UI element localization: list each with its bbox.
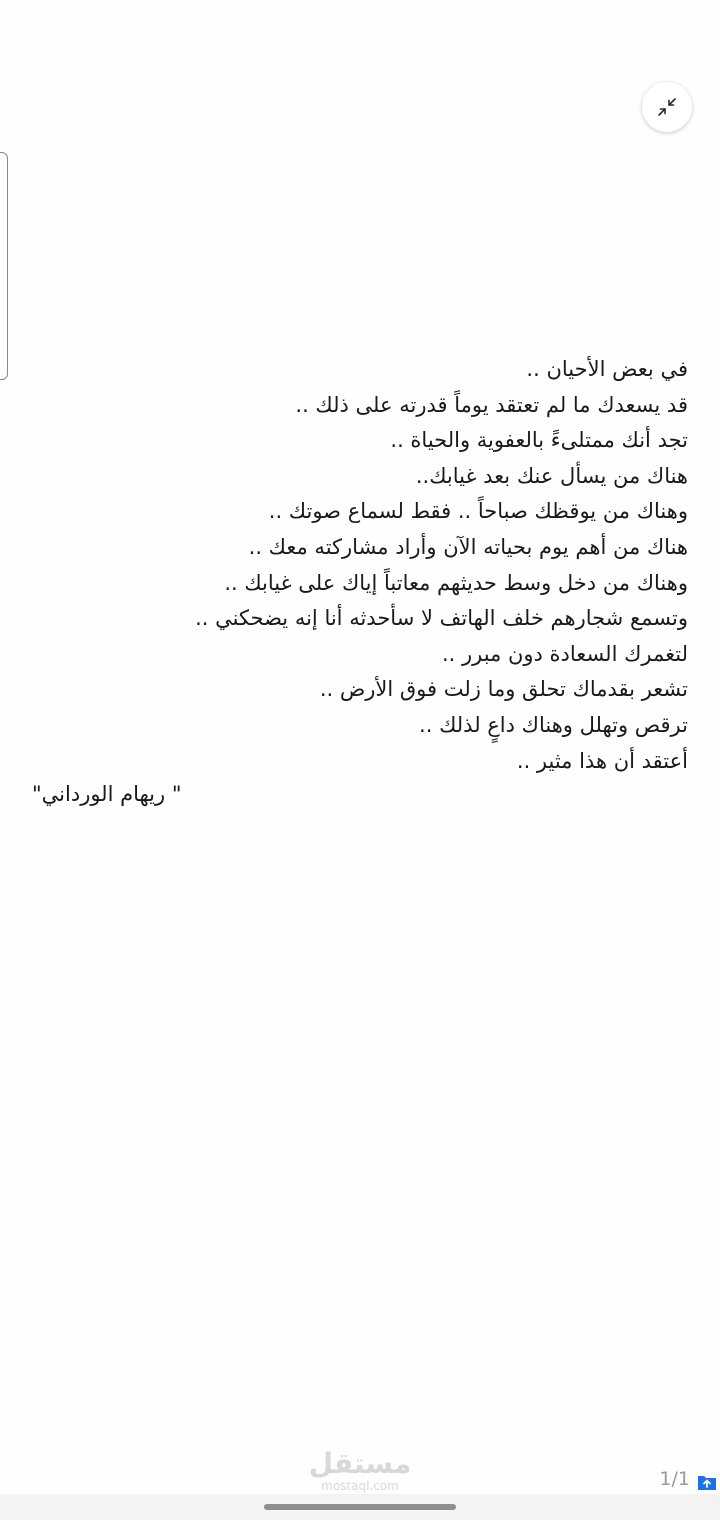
poem-line: هناك من يسأل عنك بعد غيابك..	[415, 463, 688, 488]
poem-line: وهناك من دخل وسط حديثهم معاتباً إياك على غيابك ..	[224, 570, 688, 595]
poem-text	[28, 352, 688, 779]
upload-icon[interactable]	[696, 1470, 718, 1492]
watermark-arabic: مستقل	[308, 1447, 412, 1480]
home-indicator[interactable]	[264, 1504, 456, 1510]
watermark-logo	[300, 1448, 420, 1492]
poem-line: قد يسعدك ما لم تعتقد يوماً قدرته على ذلك ..	[295, 392, 688, 417]
page-indicator: 1/1	[659, 1468, 690, 1490]
collapse-button[interactable]	[642, 82, 692, 132]
poem-line: وهناك من يوقظك صباحاً .. فقط لسماع صوتك ..	[268, 499, 688, 524]
collapse-arrows-icon	[656, 96, 678, 118]
poem-line: لتغمرك السعادة دون مبرر ..	[441, 641, 688, 666]
poem-line: ترقص وتهلل وهناك داعٍ لذلك ..	[419, 712, 688, 737]
author-signature: " ريهام الورداني"	[32, 782, 182, 806]
watermark-latin: mostaql.com	[321, 1479, 399, 1493]
poem-line: أعتقد أن هذا مثير ..	[516, 748, 688, 773]
poem-line: في بعض الأحيان ..	[526, 357, 688, 381]
edge-panel-handle[interactable]	[0, 152, 8, 380]
poem-line: تشعر بقدماك تحلق وما زلت فوق الأرض ..	[319, 677, 688, 702]
poem-line: هناك من أهم يوم بحياته الآن وأراد مشاركته معك ..	[248, 534, 688, 559]
poem-line: وتسمع شجارهم خلف الهاتف لا سأحدثه أنا إنه يضحكني ..	[195, 606, 688, 631]
poem-line: تجد أنك ممتلىءً بالعفوية والحياة ..	[390, 428, 688, 453]
